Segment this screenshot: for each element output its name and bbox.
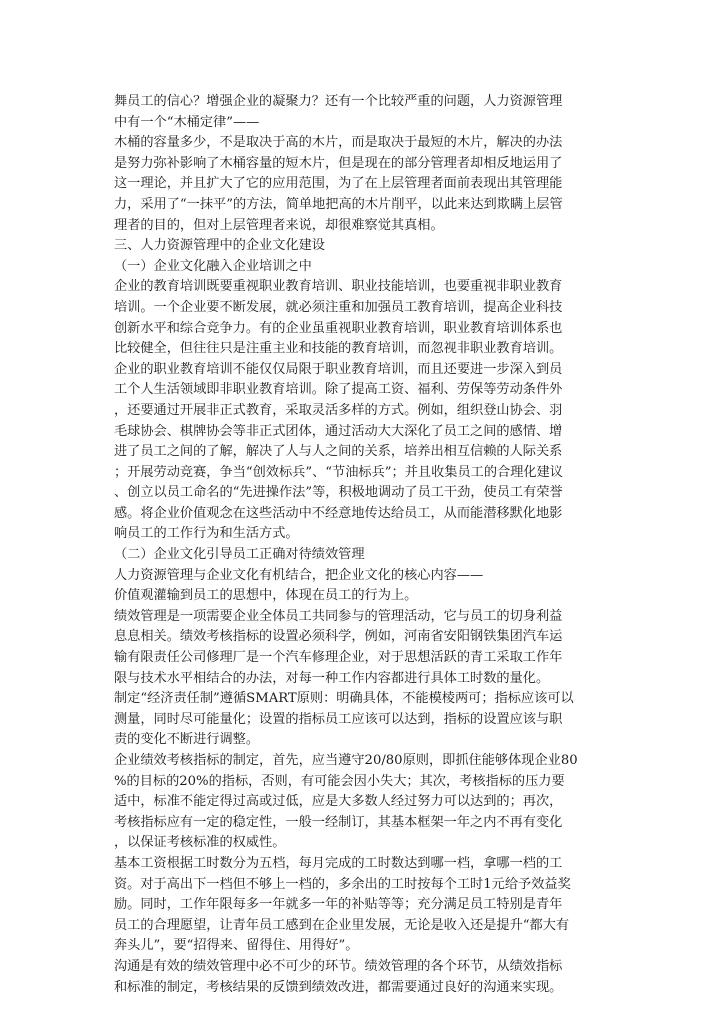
text-line: 舞员工的信心？增强企业的凝聚力？还有一个比较严重的问题，人力资源管理 [114, 94, 563, 109]
text-line: 理者的目的，但对上层管理者来说，却很难察觉其真相。 [114, 217, 444, 233]
subsection-heading: （二）企业文化引导员工正确对待绩效管理 [114, 547, 365, 563]
text-line: 响员工的工作行为和生活方式。 [114, 526, 299, 542]
document-body [114, 92, 614, 998]
text-line: 绩效管理是一项需要企业全体员工共同参与的管理活动，它与员工的切身利益 [114, 608, 563, 624]
text-line: 培训。一个企业要不断发展，就必须注重和加强员工教育培训，提高企业科技 [114, 299, 563, 315]
text-line: 资。对于高出下一档但不够上一档的，多余出的工时按每个工时1元给予效益奖 [114, 876, 571, 892]
text-line: 责的变化不断进行调整。 [114, 732, 260, 748]
text-line: 息息相关。绩效考核指标的设置必须科学，例如，河南省安阳钢铁集团汽车运 [114, 629, 563, 645]
text-line: 制定“经济责任制”遵循SMART原则：明确具体，不能模棱两可；指标应该可以 [114, 691, 574, 707]
text-line: 企业绩效考核指标的制定，首先，应当遵守20/80原则，即抓住能够体现企业80 [114, 753, 578, 768]
text-line: 中有一个“木桶定律”—— [114, 114, 260, 130]
text-line: 输有限责任公司修理厂是一个汽车修理企业，对于思想活跃的青工采取工作年 [114, 650, 563, 666]
text-line: 这一理论，并且扩大了它的应用范围，为了在上层管理者面前表现出其管理能 [114, 176, 563, 192]
text-line: 测量，同时尽可能量化；设置的指标员工应该可以达到，指标的设置应该与职 [114, 711, 563, 727]
text-line: 价值观灌输到员工的思想中，体现在员工的行为上。 [114, 588, 418, 604]
text-line: 木桶的容量多少，不是取决于高的木片，而是取决于最短的木片，解决的办法 [114, 135, 563, 151]
text-line: 比较健全，但往往只是注重主业和技能的教育培训，而忽视非职业教育培训。 [114, 341, 563, 357]
text-line: 工个人生活领域即非职业教育培训。除了提高工资、福利、劳保等劳动条件外 [114, 382, 563, 398]
text-line: 企业的教育培训既要重视职业教育培训、职业技能培训，也要重视非职业教育 [114, 279, 563, 295]
section-heading: 三、人力资源管理中的企业文化建设 [114, 238, 325, 254]
text-line: 创新水平和综合竞争力。有的企业虽重视职业教育培训，职业教育培训体系也 [114, 320, 563, 336]
text-line: 感。将企业价值观念在这些活动中不经意地传达给员工，从而能潜移默化地影 [114, 505, 563, 521]
text-line: 限与技术水平相结合的办法，对每一种工作内容都进行具体工时数的量化。 [114, 670, 550, 686]
text-line: ，还要通过开展非正式教育，采取灵活多样的方式。例如，组织登山协会、羽 [114, 402, 563, 418]
text-line: 毛球协会、棋牌协会等非正式团体，通过活动大大深化了员工之间的感情、增 [114, 423, 563, 439]
text-line: 是努力弥补影响了木桶容量的短木片，但是现在的部分管理者却相反地运用了 [114, 155, 563, 171]
text-line: ；开展劳动竞赛，争当“创效标兵”、“节油标兵”；并且收集员工的合理化建议 [114, 464, 563, 480]
subsection-heading: （一）企业文化融入企业培训之中 [114, 258, 312, 274]
text-line: 励。同时，工作年限每多一年就多一年的补贴等等；充分满足员工特别是青年 [114, 897, 563, 913]
text-line: 进了员工之间的了解，解决了人与人之间的关系，培养出相互信赖的人际关系 [114, 444, 563, 460]
text-line: 、创立以员工命名的“先进操作法”等，积极地调动了员工干劲，使员工有荣誉 [114, 485, 563, 501]
text-line: 基本工资根据工时数分为五档，每月完成的工时数达到哪一档，拿哪一档的工 [114, 855, 563, 871]
text-line: 力，采用了“一抹平”的方法，简单地把高的木片削平，以此来达到欺瞒上层管 [114, 196, 563, 212]
text-line: 适中，标准不能定得过高或过低，应是大多数人经过努力可以达到的；再次， [114, 794, 563, 810]
text-line: 人力资源管理与企业文化有机结合，把企业文化的核心内容—— [114, 567, 484, 583]
text-line: 员工的合理愿望，让青年员工感到在企业里发展，无论是收入还是提升“都大有 [114, 917, 570, 933]
text-line: ，以保证考核标准的权威性。 [114, 835, 286, 851]
text-line: 企业的职业教育培训不能仅仅局限于职业教育培训，而且还要进一步深入到员 [114, 361, 563, 377]
text-line: 和标准的制定，考核结果的反馈到绩效改进，都需要通过良好的沟通来实现。 [114, 979, 563, 995]
text-line: 沟通是有效的绩效管理中必不可少的环节。绩效管理的各个环节，从绩效指标 [114, 958, 563, 974]
text-line: %的目标的20%的指标，否则，有可能会因小失大；其次，考核指标的压力要 [114, 773, 565, 789]
text-line: 奔头儿”，要“招得来、留得住、用得好”。 [114, 938, 359, 954]
text-line: 考核指标应有一定的稳定性，一般一经制订，其基本框架一年之内不再有变化 [114, 814, 563, 830]
